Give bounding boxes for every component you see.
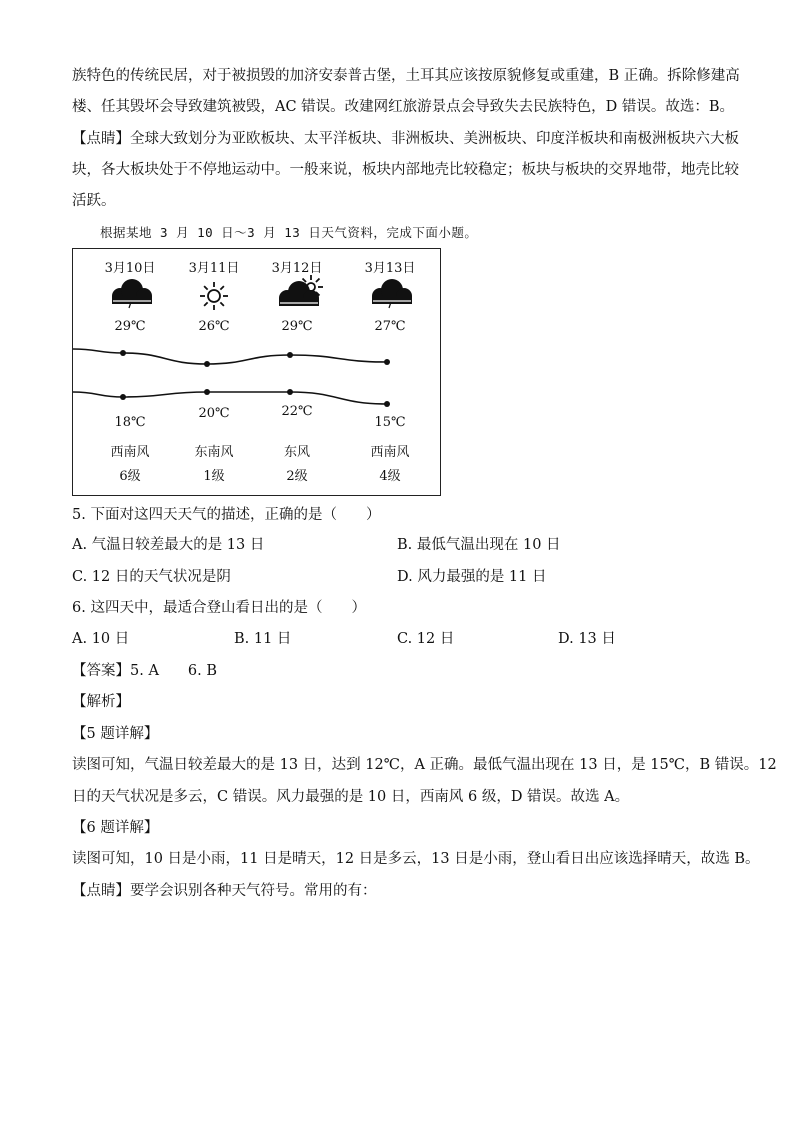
figure-caption: 根据某地 3 月 10 日～3 月 13 日天气资料，完成下面小题。 bbox=[100, 225, 478, 240]
high-temp-label: 26℃ bbox=[198, 319, 230, 334]
sun-icon bbox=[200, 282, 228, 310]
analysis-label: 【解析】 bbox=[72, 694, 130, 710]
wind-level-label: 4级 bbox=[379, 469, 401, 484]
q5-option-a[interactable]: A. 气温日较差最大的是 13 日 bbox=[72, 537, 265, 553]
paragraph-line: 族特色的传统民居，对于被损毁的加济安泰普古堡，土耳其应该按原貌修复或重建，B 正确。拆除修建高 bbox=[72, 68, 740, 84]
answer-label: 【答案】 bbox=[72, 663, 130, 679]
paragraph-line: 楼、任其毁坏会导致建筑被毁，AC 错误。改建网红旅游景点会导致失去民族特色，D 错误。故选：B。 bbox=[72, 99, 735, 115]
q6-option-a[interactable]: A. 10 日 bbox=[72, 631, 130, 647]
q5-option-b[interactable]: B. 最低气温出现在 10 日 bbox=[397, 537, 561, 553]
paragraph-line: 【点睛】全球大致划分为亚欧板块、太平洋板块、非洲板块、美洲板块、印度洋板块和南极洲板块六大板 bbox=[72, 131, 739, 147]
date-label: 3月13日 bbox=[364, 261, 416, 276]
high-temp-label: 29℃ bbox=[114, 319, 146, 334]
wind-direction-label: 西南风 bbox=[370, 445, 410, 460]
low-temp-label: 20℃ bbox=[198, 406, 230, 421]
low-temp-label: 18℃ bbox=[114, 415, 146, 430]
note-label: 【点睛】 bbox=[72, 883, 130, 899]
q6-option-b[interactable]: B. 11 日 bbox=[234, 631, 292, 647]
note-text: 要学会识别各种天气符号。常用的有： bbox=[130, 883, 377, 899]
high-temp-curve-point bbox=[120, 350, 126, 356]
low-temp-curve-point bbox=[287, 389, 293, 395]
wind-direction-label: 东南风 bbox=[194, 445, 234, 460]
q6-option-c[interactable]: C. 12 日 bbox=[397, 631, 455, 647]
paragraph-line: 活跃。 bbox=[72, 193, 116, 209]
q5-detail-label: 【5 题详解】 bbox=[72, 726, 159, 742]
low-temp-curve bbox=[73, 392, 387, 404]
high-temp-curve-point bbox=[287, 352, 293, 358]
low-temp-curve-point bbox=[120, 394, 126, 400]
answer-text: 5. A 6. B bbox=[130, 663, 218, 679]
weather-chart bbox=[72, 248, 441, 496]
high-temp-label: 27℃ bbox=[374, 319, 406, 334]
wind-direction-label: 西南风 bbox=[110, 445, 150, 460]
wind-direction-label: 东风 bbox=[283, 445, 311, 460]
paragraph-line: 块，各大板块处于不停地运动中。一般来说，板块内部地壳比较稳定；板块与板块的交界地带，地壳比较 bbox=[72, 162, 739, 178]
weather-chart-svg bbox=[73, 249, 440, 495]
date-label: 3月10日 bbox=[104, 261, 156, 276]
high-temp-curve bbox=[73, 349, 387, 364]
q5-option-c[interactable]: C. 12 日的天气状况是阴 bbox=[72, 569, 231, 585]
wind-level-label: 2级 bbox=[286, 469, 308, 484]
low-temp-label: 15℃ bbox=[374, 415, 406, 430]
q6-detail-line: 读图可知，10 日是小雨，11 日是晴天，12 日是多云，13 日是小雨，登山看日出应该选择晴天，故选 B。 bbox=[72, 851, 760, 867]
q5-option-d[interactable]: D. 风力最强的是 11 日 bbox=[397, 569, 547, 585]
date-label: 3月12日 bbox=[271, 261, 323, 276]
question-6-stem: 6. 这四天中，最适合登山看日出的是（ ） bbox=[72, 600, 366, 616]
partly-cloudy-icon bbox=[279, 281, 319, 306]
question-5-stem: 5. 下面对这四天天气的描述，正确的是（ ） bbox=[72, 507, 381, 523]
wind-level-label: 1级 bbox=[203, 469, 225, 484]
q5-detail-line: 日的天气状况是多云，C 错误。风力最强的是 10 日，西南风 6 级，D 错误。故选 A。 bbox=[72, 789, 630, 805]
date-label: 3月11日 bbox=[188, 261, 240, 276]
high-temp-curve-point bbox=[384, 359, 390, 365]
answer-line bbox=[72, 661, 732, 681]
cloud-rain-icon bbox=[372, 279, 412, 304]
low-temp-curve-point bbox=[384, 401, 390, 407]
high-temp-curve-point bbox=[204, 361, 210, 367]
low-temp-curve-point bbox=[204, 389, 210, 395]
q5-detail-line: 读图可知，气温日较差最大的是 13 日，达到 12℃，A 正确。最低气温出现在 13 日，是 15℃，B 错误。12 bbox=[72, 757, 777, 773]
q6-detail-label: 【6 题详解】 bbox=[72, 820, 159, 836]
high-temp-label: 29℃ bbox=[281, 319, 313, 334]
q6-option-d[interactable]: D. 13 日 bbox=[558, 631, 616, 647]
note-line bbox=[72, 881, 732, 901]
low-temp-label: 22℃ bbox=[281, 404, 313, 419]
cloud-rain-icon bbox=[112, 279, 152, 304]
wind-level-label: 6级 bbox=[119, 469, 141, 484]
